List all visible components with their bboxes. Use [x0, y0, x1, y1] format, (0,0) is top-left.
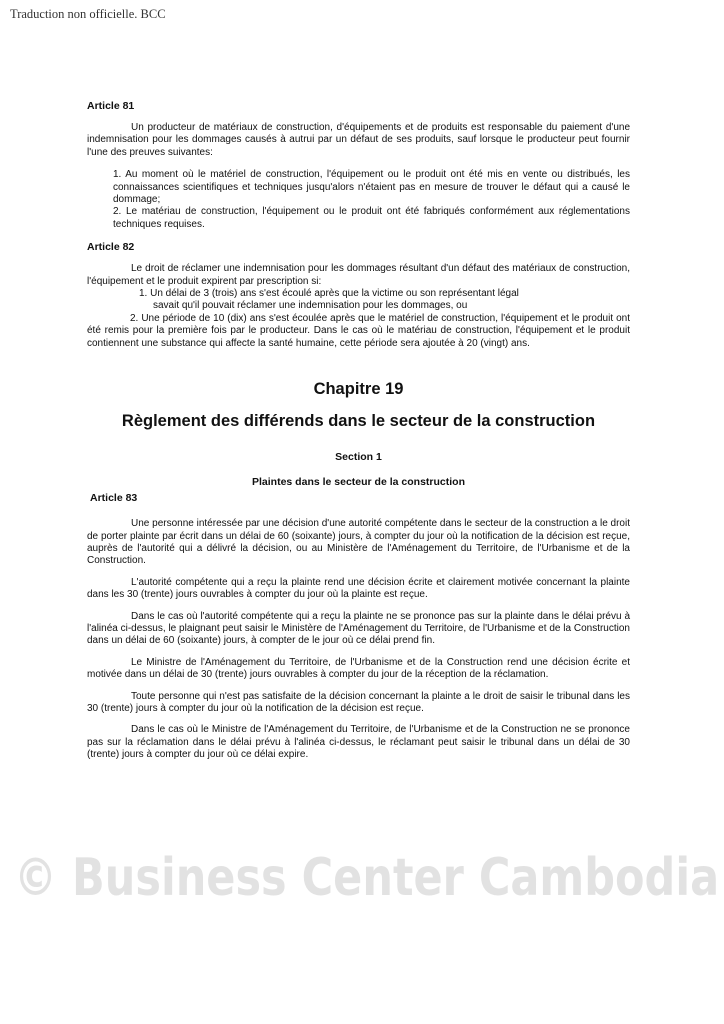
article-82-title: Article 82 [87, 241, 135, 254]
header-note: Traduction non officielle. BCC [10, 7, 166, 21]
article-83-paragraph-5: Toute personne qui n'est pas satisfaite de la décision concernant la plainte a le droit de saisir le tribunal dans les 30 (trente) jours à compter du jour où la notification de la décision est reçue. [87, 690, 630, 714]
article-82-item-2: 2. Une période de 10 (dix) ans s'est écoulée après que le matériel de construction, l'équipement et le produit ont été remis pour la première fois par le producteur. Dans le cas où le matériau de construction, l'équipement et le produit contiennent une substance qui affecte la santé humaine, cette période sera ajoutée à 20 (vingt) ans. [87, 312, 630, 349]
article-83-paragraph-6: Dans le cas où le Ministre de l'Aménagement du Territoire, de l'Urbanisme et de la Construction ne se prononce pas sur la réclamation dans le délai prévu à l'alinéa ci-dessus, le réclamant peut saisir le tribunal dans un délai de 30 (trente) jours à compter du jour où ce délai expire. [87, 724, 630, 761]
document-body [87, 100, 630, 771]
section-number: Section 1 [335, 451, 382, 464]
article-83-paragraph-3: Dans le cas où l'autorité compétente qui a reçu la plainte ne se prononce pas sur la plainte dans le délai prévu à l'alinéa ci-dessus, le plaignant peut saisir le Ministère de l'Aménagement du Territoire, de l'Urbanisme et de la Construction dans un délai de 60 (soixante) jours, à compter de le jour où ce délai prend fin. [87, 610, 630, 647]
article-81-item-1: 1. Au moment où le matériel de construction, l'équipement ou le produit ont été mis en vente ou distribués, les connaissances scientifiques et techniques jusqu'alors n'étaient pas en mesure de trouver le défaut qui a causé le dommage; [113, 169, 630, 206]
article-82-list [87, 288, 630, 350]
article-82-intro: Le droit de réclamer une indemnisation pour les dommages résultant d'un défaut des matériaux de construction, l'équipement et le produit expirent par prescription si: [87, 263, 630, 287]
watermark-text: © Business Center Cambodia [14, 848, 720, 908]
article-81-item-2: 2. Le matériau de construction, l'équipement ou le produit ont été fabriqués conformément aux réglementations techniques requises. [113, 206, 630, 230]
article-83-paragraph-4: Le Ministre de l'Aménagement du Territoire, de l'Urbanisme et de la Construction rend une décision écrite et motivée dans un délai de 30 (trente) jours ouvrables à compter du jour de la réception de la réclamation. [87, 656, 630, 681]
article-83-paragraph-1: Une personne intéressée par une décision d'une autorité compétente dans le secteur de la construction a le droit de porter plainte par écrit dans un délai de 60 (soixante) jours, à compter du jour où la notification de la décision est reçue, auprès de l'autorité qui a délivré la décision, ou au Ministère de l'Aménagement du Territoire, de l'Urbanisme et de la Construction. [87, 518, 630, 567]
article-83-title: Article 83 [90, 492, 138, 505]
article-81-list [113, 169, 630, 231]
watermark [14, 848, 720, 908]
chapter-title: Règlement des différends dans le secteur de la construction [121, 412, 596, 431]
article-82-item-1-line-1: 1. Un délai de 3 (trois) ans s'est écoulé après que la victime ou son représentant légal [139, 288, 519, 300]
article-83-paragraph-2: L'autorité compétente qui a reçu la plainte rend une décision écrite et clairement motivée concernant la plainte dans les 30 (trente) jours ouvrables à compter du jour où la plainte est reçue. [87, 576, 630, 601]
article-81-title: Article 81 [87, 100, 135, 112]
article-81-intro: Un producteur de matériaux de construction, d'équipements et de produits est responsable du paiement d'une indemnisation pour les dommages causés à autrui par un défaut de ses produits, sauf lorsque le producteur peut fournir l'une des preuves suivantes: [87, 122, 630, 158]
article-82-item-1-line-2: savait qu'il pouvait réclamer une indemnisation pour les dommages, ou [153, 300, 468, 312]
chapter-number: Chapitre 19 [313, 380, 404, 399]
section-title: Plaintes dans le secteur de la construction [252, 476, 465, 489]
